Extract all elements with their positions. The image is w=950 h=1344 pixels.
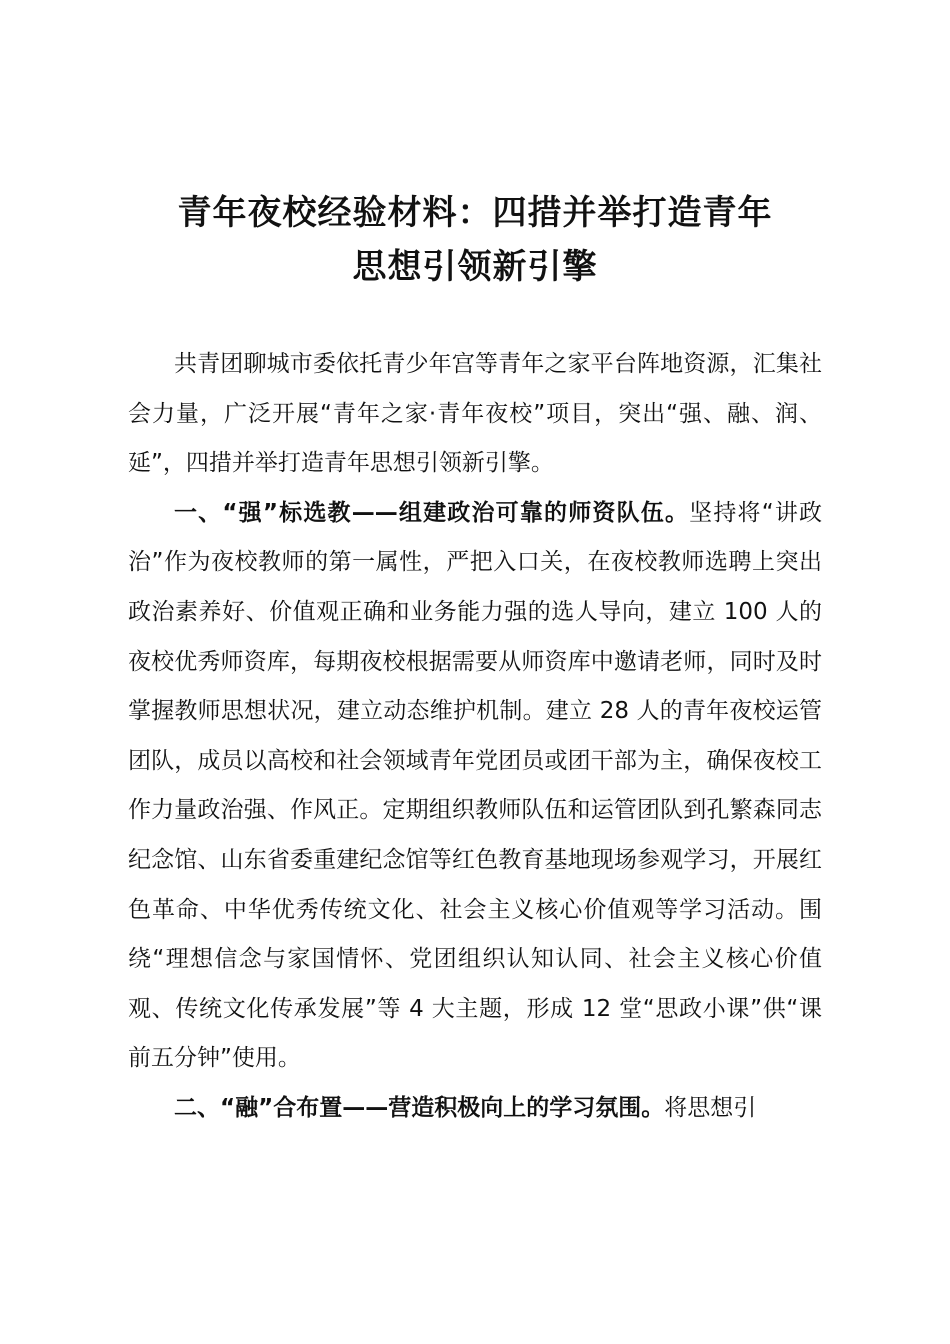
section-2-paragraph	[128, 1084, 822, 1134]
section-1-text: 坚持将“讲政治”作为夜校教师的第一属性，严把入口关，在夜校教师选聘上突出政治素养好、价值观正确和业务能力强的选人导向，建立 100 人的夜校优秀师资库，每期夜校根据需要从师资库中邀请老师，同时及时掌握教师思想状况，建立动态维护机制。建立 28 人的青年夜校运管团队，成员以高校和社会领域青年党团员或团干部为主，确保夜校工作力量政治强、作风正。定期组织教师队伍和运管团队到孔繁森同志纪念馆、山东省委重建纪念馆等红色教育基地现场参观学习，开展红色革命、中华优秀传统文化、社会主义核心价值观等学习活动。围绕“理想信念与家国情怀、党团组织认知认同、社会主义核心价值观、传统文化传承发展”等 4 大主题，形成 12 堂“思政小课”供“课前五分钟”使用。	[128, 499, 823, 1072]
title-line-2: 思想引领新引擎	[352, 247, 598, 287]
intro-paragraph: 共青团聊城市委依托青少年宫等青年之家平台阵地资源，汇集社会力量，广泛开展“青年之家·青年夜校”项目，突出“强、融、润、延”，四措并举打造青年思想引领新引擎。	[128, 351, 822, 477]
title-line-1: 青年夜校经验材料：四措并举打造青年	[177, 193, 773, 233]
section-1-heading: 一、“强”标选教——组建政治可靠的师资队伍。	[174, 499, 690, 526]
section-2-heading: 二、“融”合布置——营造积极向上的学习氛围。	[174, 1094, 665, 1121]
document-body	[128, 340, 822, 1134]
section-2-text: 将思想引	[664, 1094, 757, 1121]
page-title	[128, 186, 822, 294]
section-1-paragraph	[128, 489, 822, 1084]
